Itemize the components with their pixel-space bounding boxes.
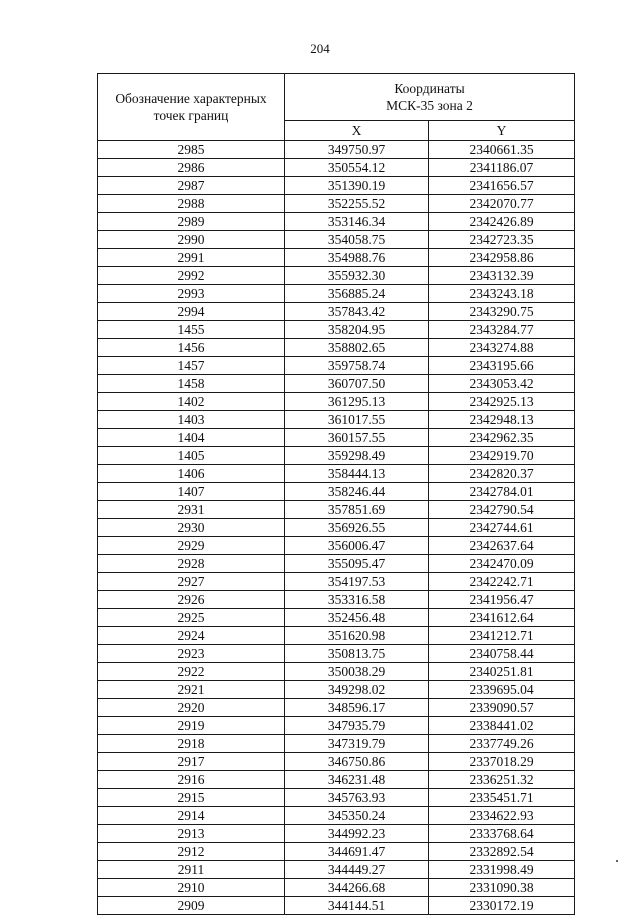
y-coordinate-cell: 2331998.49 (429, 861, 575, 879)
coordinates-header-line2: МСК-35 зона 2 (386, 97, 473, 113)
x-column-header: X (285, 120, 429, 140)
y-coordinate-cell: 2342948.13 (429, 411, 575, 429)
x-coordinate-cell: 344992.23 (285, 825, 429, 843)
y-coordinate-cell: 2341212.71 (429, 627, 575, 645)
table-row (98, 393, 575, 411)
x-coordinate-cell: 344144.51 (285, 897, 429, 915)
table-row (98, 285, 575, 303)
x-coordinate-cell: 359758.74 (285, 357, 429, 375)
x-coordinate-cell: 361017.55 (285, 411, 429, 429)
table-row (98, 555, 575, 573)
y-coordinate-cell: 2343290.75 (429, 303, 575, 321)
coordinates-table (97, 73, 575, 915)
x-coordinate-cell: 346750.86 (285, 753, 429, 771)
y-coordinate-cell: 2342242.71 (429, 573, 575, 591)
x-coordinate-cell: 355932.30 (285, 267, 429, 285)
coordinates-header-line1: Координаты (394, 80, 465, 96)
point-name-cell: 1405 (98, 447, 285, 465)
y-coordinate-cell: 2339090.57 (429, 699, 575, 717)
point-name-cell: 1458 (98, 375, 285, 393)
table-row (98, 897, 575, 915)
y-coordinate-cell: 2342790.54 (429, 501, 575, 519)
point-name-cell: 2924 (98, 627, 285, 645)
y-coordinate-cell: 2343274.88 (429, 339, 575, 357)
y-coordinate-cell: 2340251.81 (429, 663, 575, 681)
point-name-cell: 2925 (98, 609, 285, 627)
point-name-cell: 2931 (98, 501, 285, 519)
point-name-cell: 2915 (98, 789, 285, 807)
y-coordinate-cell: 2342470.09 (429, 555, 575, 573)
x-coordinate-cell: 345350.24 (285, 807, 429, 825)
y-coordinate-cell: 2338441.02 (429, 717, 575, 735)
point-name-cell: 2930 (98, 519, 285, 537)
y-coordinate-cell: 2342925.13 (429, 393, 575, 411)
point-name-cell: 2986 (98, 159, 285, 177)
point-name-cell: 1456 (98, 339, 285, 357)
table-row (98, 861, 575, 879)
y-coordinate-cell: 2342744.61 (429, 519, 575, 537)
y-coordinate-cell: 2341186.07 (429, 159, 575, 177)
point-name-cell: 2920 (98, 699, 285, 717)
x-coordinate-cell: 358444.13 (285, 465, 429, 483)
point-name-cell: 2992 (98, 267, 285, 285)
point-name-cell: 2910 (98, 879, 285, 897)
table-row (98, 681, 575, 699)
y-coordinate-cell: 2331090.38 (429, 879, 575, 897)
table-row (98, 537, 575, 555)
point-name-cell: 2989 (98, 213, 285, 231)
y-coordinate-cell: 2343195.66 (429, 357, 575, 375)
x-coordinate-cell: 349298.02 (285, 681, 429, 699)
table-row (98, 753, 575, 771)
x-coordinate-cell: 344449.27 (285, 861, 429, 879)
point-name-cell: 2929 (98, 537, 285, 555)
table-row (98, 339, 575, 357)
point-name-cell: 1402 (98, 393, 285, 411)
table-row (98, 321, 575, 339)
x-coordinate-cell: 355095.47 (285, 555, 429, 573)
point-name-cell: 2909 (98, 897, 285, 915)
y-coordinate-cell: 2342426.89 (429, 213, 575, 231)
x-coordinate-cell: 346231.48 (285, 771, 429, 789)
x-coordinate-cell: 354988.76 (285, 249, 429, 267)
table-row (98, 771, 575, 789)
x-coordinate-cell: 352255.52 (285, 195, 429, 213)
x-coordinate-cell: 353146.34 (285, 213, 429, 231)
page-number: 204 (310, 41, 330, 56)
table-row (98, 267, 575, 285)
y-coordinate-cell: 2340758.44 (429, 645, 575, 663)
x-coordinate-cell: 347935.79 (285, 717, 429, 735)
y-coordinate-cell: 2343243.18 (429, 285, 575, 303)
point-name-cell: 2987 (98, 177, 285, 195)
x-coordinate-cell: 344691.47 (285, 843, 429, 861)
table-row (98, 717, 575, 735)
y-coordinate-cell: 2343284.77 (429, 321, 575, 339)
table-row (98, 627, 575, 645)
y-coordinate-cell: 2343053.42 (429, 375, 575, 393)
y-coordinate-cell: 2342637.64 (429, 537, 575, 555)
table-row (98, 429, 575, 447)
table-row (98, 357, 575, 375)
x-coordinate-cell: 354058.75 (285, 231, 429, 249)
y-coordinate-cell: 2334622.93 (429, 807, 575, 825)
x-coordinate-cell: 358246.44 (285, 483, 429, 501)
table-row (98, 519, 575, 537)
point-name-cell: 2990 (98, 231, 285, 249)
table-row (98, 249, 575, 267)
point-name-cell: 2912 (98, 843, 285, 861)
table-body (98, 141, 575, 915)
table-row (98, 411, 575, 429)
table-row (98, 465, 575, 483)
x-coordinate-cell: 353316.58 (285, 591, 429, 609)
point-name-cell: 1407 (98, 483, 285, 501)
y-coordinate-cell: 2339695.04 (429, 681, 575, 699)
point-name-cell: 1406 (98, 465, 285, 483)
y-coordinate-cell: 2342919.70 (429, 447, 575, 465)
table-row (98, 483, 575, 501)
table-row (98, 645, 575, 663)
table-row (98, 843, 575, 861)
x-coordinate-cell: 347319.79 (285, 735, 429, 753)
x-coordinate-cell: 358204.95 (285, 321, 429, 339)
x-coordinate-cell: 354197.53 (285, 573, 429, 591)
x-coordinate-cell: 360157.55 (285, 429, 429, 447)
y-coordinate-cell: 2337749.26 (429, 735, 575, 753)
scan-speck (616, 860, 618, 862)
x-coordinate-cell: 356006.47 (285, 537, 429, 555)
point-name-cell: 2914 (98, 807, 285, 825)
table-row (98, 825, 575, 843)
point-name-cell: 2917 (98, 753, 285, 771)
point-name-cell: 2921 (98, 681, 285, 699)
y-coordinate-cell: 2342723.35 (429, 231, 575, 249)
table-row (98, 375, 575, 393)
table-row (98, 735, 575, 753)
table-row (98, 573, 575, 591)
y-coordinate-cell: 2342958.86 (429, 249, 575, 267)
table-row (98, 447, 575, 465)
table-row (98, 231, 575, 249)
point-name-cell: 1403 (98, 411, 285, 429)
x-coordinate-cell: 351620.98 (285, 627, 429, 645)
table-row (98, 159, 575, 177)
x-coordinate-cell: 358802.65 (285, 339, 429, 357)
y-coordinate-cell: 2340661.35 (429, 141, 575, 159)
x-coordinate-cell: 350813.75 (285, 645, 429, 663)
x-coordinate-cell: 357851.69 (285, 501, 429, 519)
point-name-cell: 2916 (98, 771, 285, 789)
table-row (98, 879, 575, 897)
table-row (98, 609, 575, 627)
point-name-cell: 1455 (98, 321, 285, 339)
point-name-cell: 2927 (98, 573, 285, 591)
point-name-cell: 2926 (98, 591, 285, 609)
table-row (98, 213, 575, 231)
x-coordinate-cell: 361295.13 (285, 393, 429, 411)
point-name-cell: 2919 (98, 717, 285, 735)
point-name-cell: 2913 (98, 825, 285, 843)
y-coordinate-cell: 2332892.54 (429, 843, 575, 861)
x-coordinate-cell: 345763.93 (285, 789, 429, 807)
point-name-cell: 2918 (98, 735, 285, 753)
x-coordinate-cell: 350554.12 (285, 159, 429, 177)
y-coordinate-cell: 2336251.32 (429, 771, 575, 789)
y-coordinate-cell: 2343132.39 (429, 267, 575, 285)
x-coordinate-cell: 357843.42 (285, 303, 429, 321)
table-row (98, 195, 575, 213)
point-name-cell: 2911 (98, 861, 285, 879)
y-column-header: Y (429, 120, 575, 140)
point-name-header-line1: Обозначение характерных (115, 91, 267, 106)
table-row (98, 141, 575, 159)
y-coordinate-cell: 2342820.37 (429, 465, 575, 483)
point-name-cell: 2928 (98, 555, 285, 573)
y-coordinate-cell: 2341612.64 (429, 609, 575, 627)
y-coordinate-cell: 2342784.01 (429, 483, 575, 501)
table-header (98, 74, 575, 141)
y-coordinate-cell: 2330172.19 (429, 897, 575, 915)
point-name-cell: 1404 (98, 429, 285, 447)
x-coordinate-cell: 356885.24 (285, 285, 429, 303)
coordinates-group-header (285, 74, 575, 121)
point-name-cell: 2923 (98, 645, 285, 663)
table-row (98, 699, 575, 717)
point-name-cell: 2991 (98, 249, 285, 267)
x-coordinate-cell: 356926.55 (285, 519, 429, 537)
y-coordinate-cell: 2337018.29 (429, 753, 575, 771)
table-row (98, 807, 575, 825)
y-coordinate-cell: 2341956.47 (429, 591, 575, 609)
x-coordinate-cell: 352456.48 (285, 609, 429, 627)
table-row (98, 591, 575, 609)
x-coordinate-cell: 351390.19 (285, 177, 429, 195)
y-coordinate-cell: 2333768.64 (429, 825, 575, 843)
point-name-header-line2: точек границ (153, 108, 229, 123)
x-coordinate-cell: 348596.17 (285, 699, 429, 717)
y-coordinate-cell: 2341656.57 (429, 177, 575, 195)
point-name-header (98, 74, 285, 141)
point-name-cell: 2985 (98, 141, 285, 159)
table-row (98, 303, 575, 321)
x-coordinate-cell: 344266.68 (285, 879, 429, 897)
point-name-cell: 2994 (98, 303, 285, 321)
point-name-cell: 2993 (98, 285, 285, 303)
y-coordinate-cell: 2342962.35 (429, 429, 575, 447)
table-row (98, 789, 575, 807)
x-coordinate-cell: 360707.50 (285, 375, 429, 393)
point-name-cell: 2922 (98, 663, 285, 681)
x-coordinate-cell: 350038.29 (285, 663, 429, 681)
table-row (98, 663, 575, 681)
point-name-cell: 1457 (98, 357, 285, 375)
y-coordinate-cell: 2335451.71 (429, 789, 575, 807)
table-row (98, 501, 575, 519)
y-coordinate-cell: 2342070.77 (429, 195, 575, 213)
x-coordinate-cell: 349750.97 (285, 141, 429, 159)
x-coordinate-cell: 359298.49 (285, 447, 429, 465)
table-row (98, 177, 575, 195)
point-name-cell: 2988 (98, 195, 285, 213)
